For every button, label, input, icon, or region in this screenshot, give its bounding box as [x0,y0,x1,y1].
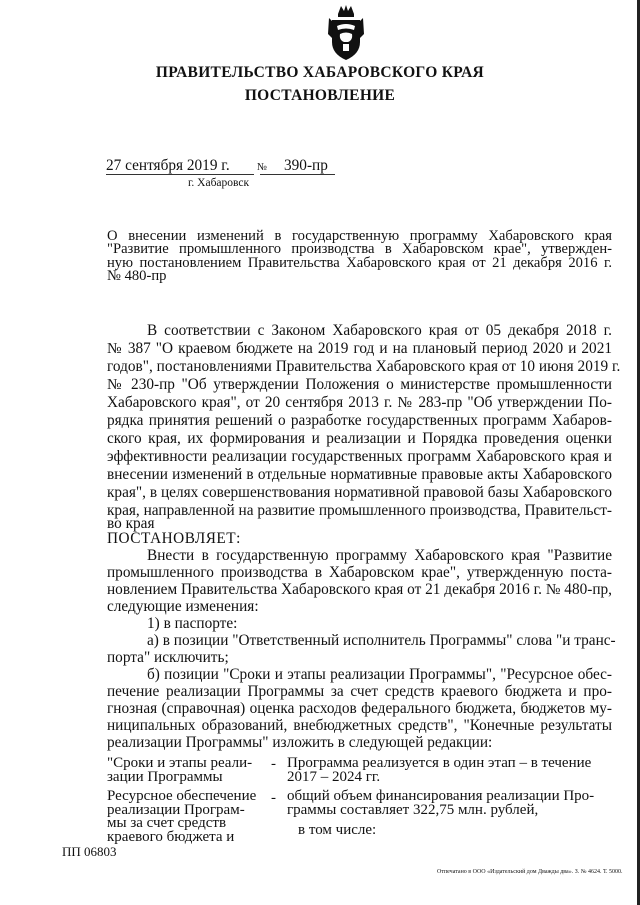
body-line: б) позиции "Сроки и этапы реализации Программы", "Ресурсное обес- [147,666,612,683]
body-line: 1) в паспорте: [147,615,238,632]
number-underline [260,174,335,175]
preamble-line: годов", постановлениями Правительства Хабаровского края от 10 июня 2019 г. [107,358,621,375]
table-row1-value: Программа реализуется в один этап – в течение 2017 – 2024 гг. [287,755,592,785]
body-line: промышленного производства в Хабаровском крае", утвержденную поста- [107,564,612,581]
document-type: ПОСТАНОВЛЕНИЕ [244,87,396,104]
resolves-heading: ПОСТАНОВЛЯЕТ: [107,530,241,547]
table-row1-label: "Сроки и этапы реали- зации Программы [107,755,253,785]
preamble-line: Хабаровского края", от 20 сентября 2013 г. № 283-пр "Об утверждении По- [107,394,612,411]
table-row2-value: общий объем финансирования реализации Про- граммы составляет 322,75 млн. рублей, [287,788,595,818]
subject-line: ную постановлением Правительства Хабаровского края от 21 декабря 2016 г. [107,255,612,271]
printer-imprint: Отпечатано в ООО «Издательский дом Дважды два». З. № 4624. Т. 5000. [437,869,623,875]
body-line: гнозная (справочная) оценка расходов федерального бюджета, бюджетов му- [107,700,612,717]
coat-of-arms-emblem [326,4,366,62]
body-line: ниципальных образований, внебюджетных средств", "Конечные результаты [107,717,612,734]
document-code: ПП 06803 [62,844,117,859]
subject-line: О внесении изменений в государственную программу Хабаровского края [107,228,612,244]
document-number: 390-пр [284,157,328,174]
table-row1-dash: - [271,756,276,772]
subject-line: № 480-пр [107,268,167,284]
document-date: 27 сентября 2019 г. [106,157,230,174]
preamble-line: эффективности реализации государственных программ Хабаровского края и [107,448,612,465]
government-title: ПРАВИТЕЛЬСТВО ХАБАРОВСКОГО КРАЯ [155,64,485,81]
preamble-line: ского края, их формирования и реализации и Порядка проведения оценки [107,430,612,447]
table-row2-extra: в том числе: [298,822,377,838]
preamble-line: № 230-пр "Об утверждении Положения о министерстве промышленности [107,376,612,393]
preamble-line: В соответствии с Законом Хабаровского края от 05 декабря 2018 г. [147,322,612,339]
preamble-line: внесении изменений в отдельные нормативные правовые акты Хабаровского [107,466,612,483]
body-line: порта" исключить; [107,649,229,666]
date-underline [106,174,254,175]
table-row2-dash: - [271,790,276,806]
table-row2-label: Ресурсное обеспечение реализации Програм- мы за счет средств краевого бюджета и [107,788,257,845]
body-line: реализации Программы" изложить в следующей редакции: [107,734,493,751]
body-line: следующие изменения: [107,598,259,615]
body-line: а) в позиции "Ответственный исполнитель Программы" слова "и транс- [147,632,616,649]
preamble-line: во края [107,515,155,532]
subject-line: "Развитие промышленного производства в Хабаровском крае", утвержден- [107,241,612,257]
number-sign: № [257,162,268,173]
preamble-line: № 387 "О краевом бюджете на 2019 год и на плановый период 2020 и 2021 [107,340,612,357]
body-line: печение реализации Программы за счет средств краевого бюджета и про- [107,683,612,700]
document-city: г. Хабаровск [188,177,250,189]
preamble-line: рядка принятия решений о разработке государственных программ Хабаров- [107,412,612,429]
preamble-line: края, направленной на развитие промышленного производства, Правительст- [107,502,612,519]
body-line: новлением Правительства Хабаровского края от 21 декабря 2016 г. № 480-пр, [107,581,612,598]
body-line: Внести в государственную программу Хабаровского края "Развитие [147,547,612,564]
preamble-line: края", в целях совершенствования нормативной правовой базы Хабаровского [107,484,612,501]
